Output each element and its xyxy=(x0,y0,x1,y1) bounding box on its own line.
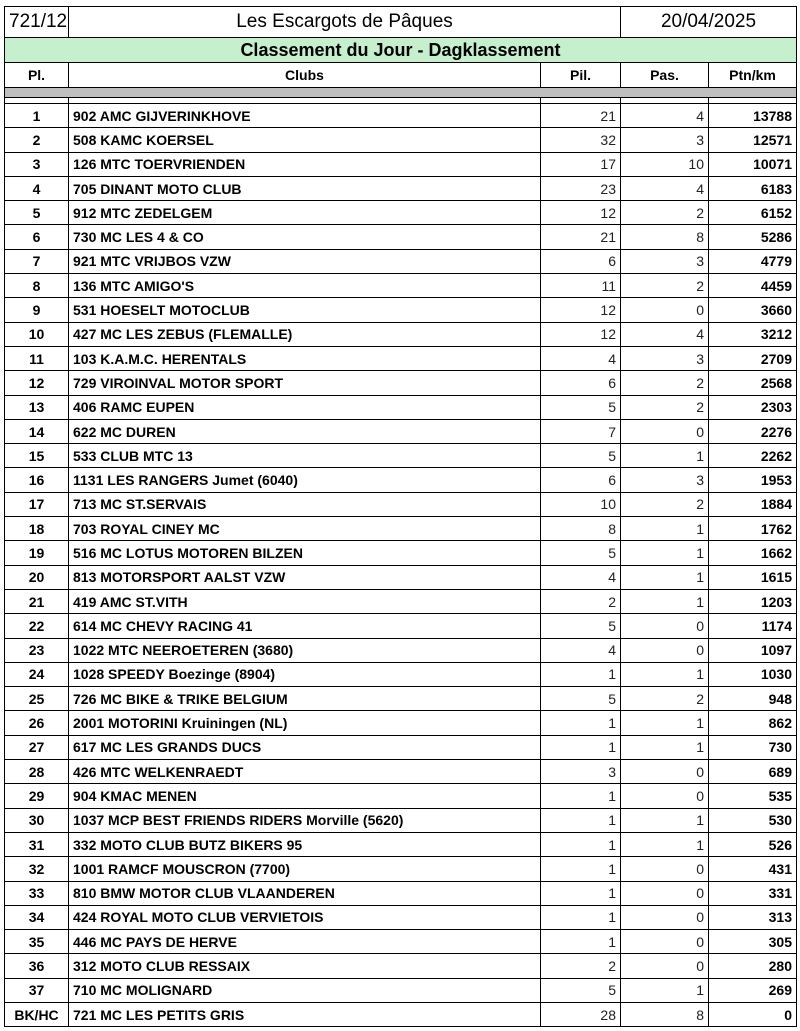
pilots-cell: 5 xyxy=(541,395,621,419)
table-row xyxy=(5,225,797,249)
passengers-cell: 0 xyxy=(621,881,709,905)
pilots-cell: 6 xyxy=(541,468,621,492)
rank-cell: 25 xyxy=(5,687,69,711)
points-cell: 530 xyxy=(709,808,797,832)
club-cell: 508 KAMC KOERSEL xyxy=(69,128,541,152)
points-cell: 6152 xyxy=(709,201,797,225)
pilots-cell: 1 xyxy=(541,905,621,929)
club-cell: 1028 SPEEDY Boezinge (8904) xyxy=(69,662,541,686)
points-cell: 2262 xyxy=(709,444,797,468)
table-row xyxy=(5,687,797,711)
col-header-points: Ptn/km xyxy=(709,63,797,88)
points-cell: 1662 xyxy=(709,541,797,565)
passengers-cell: 2 xyxy=(621,201,709,225)
rank-cell: 33 xyxy=(5,881,69,905)
rank-cell: 13 xyxy=(5,395,69,419)
pilots-cell: 3 xyxy=(541,760,621,784)
event-date: 20/04/2025 xyxy=(621,7,797,38)
title-row xyxy=(5,38,797,63)
passengers-cell: 4 xyxy=(621,176,709,200)
passengers-cell: 2 xyxy=(621,274,709,298)
table-row xyxy=(5,104,797,128)
event-name: Les Escargots de Pâques xyxy=(69,7,621,38)
club-cell: 531 HOESELT MOTOCLUB xyxy=(69,298,541,322)
club-cell: 1022 MTC NEEROETEREN (3680) xyxy=(69,638,541,662)
points-cell: 1030 xyxy=(709,662,797,686)
rank-cell: 23 xyxy=(5,638,69,662)
rank-cell: 1 xyxy=(5,104,69,128)
pilots-cell: 1 xyxy=(541,784,621,808)
rank-cell: 5 xyxy=(5,201,69,225)
table-row xyxy=(5,978,797,1002)
table-row xyxy=(5,662,797,686)
rank-cell: 2 xyxy=(5,128,69,152)
rank-cell: 18 xyxy=(5,517,69,541)
pilots-cell: 12 xyxy=(541,322,621,346)
table-row xyxy=(5,614,797,638)
rank-cell: 8 xyxy=(5,274,69,298)
table-row xyxy=(5,857,797,881)
club-cell: 1001 RAMCF MOUSCRON (7700) xyxy=(69,857,541,881)
col-header-rank: Pl. xyxy=(5,63,69,88)
passengers-cell: 3 xyxy=(621,128,709,152)
club-cell: 1037 MCP BEST FRIENDS RIDERS Morville (5620) xyxy=(69,808,541,832)
passengers-cell: 1 xyxy=(621,735,709,759)
rank-cell: 6 xyxy=(5,225,69,249)
passengers-cell: 0 xyxy=(621,954,709,978)
club-cell: 614 MC CHEVY RACING 41 xyxy=(69,614,541,638)
pilots-cell: 4 xyxy=(541,565,621,589)
rank-cell: 9 xyxy=(5,298,69,322)
rank-cell: 31 xyxy=(5,832,69,856)
table-row xyxy=(5,371,797,395)
rank-cell: 27 xyxy=(5,735,69,759)
passengers-cell: 0 xyxy=(621,857,709,881)
passengers-cell: 8 xyxy=(621,1002,709,1026)
passengers-cell: 4 xyxy=(621,104,709,128)
pilots-cell: 1 xyxy=(541,808,621,832)
table-row xyxy=(5,201,797,225)
club-cell: 126 MTC TOERVRIENDEN xyxy=(69,152,541,176)
pilots-cell: 1 xyxy=(541,930,621,954)
points-cell: 1762 xyxy=(709,517,797,541)
rank-cell: 29 xyxy=(5,784,69,808)
passengers-cell: 1 xyxy=(621,541,709,565)
rank-cell: 19 xyxy=(5,541,69,565)
club-cell: 710 MC MOLIGNARD xyxy=(69,978,541,1002)
club-cell: 426 MTC WELKENRAEDT xyxy=(69,760,541,784)
club-cell: 810 BMW MOTOR CLUB VLAANDEREN xyxy=(69,881,541,905)
points-cell: 12571 xyxy=(709,128,797,152)
club-cell: 921 MTC VRIJBOS VZW xyxy=(69,249,541,273)
club-cell: 730 MC LES 4 & CO xyxy=(69,225,541,249)
club-cell: 729 VIROINVAL MOTOR SPORT xyxy=(69,371,541,395)
rank-cell: 24 xyxy=(5,662,69,686)
rank-cell: 15 xyxy=(5,444,69,468)
club-cell: 904 KMAC MENEN xyxy=(69,784,541,808)
pilots-cell: 28 xyxy=(541,1002,621,1026)
points-cell: 526 xyxy=(709,832,797,856)
rank-cell: 26 xyxy=(5,711,69,735)
table-row xyxy=(5,1002,797,1026)
points-cell: 4779 xyxy=(709,249,797,273)
points-cell: 3660 xyxy=(709,298,797,322)
pilots-cell: 4 xyxy=(541,638,621,662)
points-cell: 280 xyxy=(709,954,797,978)
points-cell: 6183 xyxy=(709,176,797,200)
pilots-cell: 5 xyxy=(541,541,621,565)
points-cell: 305 xyxy=(709,930,797,954)
table-row xyxy=(5,128,797,152)
pilots-cell: 12 xyxy=(541,201,621,225)
points-cell: 331 xyxy=(709,881,797,905)
points-cell: 948 xyxy=(709,687,797,711)
passengers-cell: 3 xyxy=(621,468,709,492)
points-cell: 535 xyxy=(709,784,797,808)
pilots-cell: 5 xyxy=(541,978,621,1002)
passengers-cell: 0 xyxy=(621,298,709,322)
rank-cell: 11 xyxy=(5,346,69,370)
table-row xyxy=(5,881,797,905)
pilots-cell: 1 xyxy=(541,857,621,881)
passengers-cell: 0 xyxy=(621,419,709,443)
club-cell: 813 MOTORSPORT AALST VZW xyxy=(69,565,541,589)
rank-cell: 32 xyxy=(5,857,69,881)
table-row xyxy=(5,395,797,419)
passengers-cell: 0 xyxy=(621,784,709,808)
points-cell: 2303 xyxy=(709,395,797,419)
table-row xyxy=(5,711,797,735)
club-cell: 533 CLUB MTC 13 xyxy=(69,444,541,468)
points-cell: 1615 xyxy=(709,565,797,589)
passengers-cell: 8 xyxy=(621,225,709,249)
club-cell: 446 MC PAYS DE HERVE xyxy=(69,930,541,954)
club-cell: 2001 MOTORINI Kruiningen (NL) xyxy=(69,711,541,735)
club-cell: 103 K.A.M.C. HERENTALS xyxy=(69,346,541,370)
passengers-cell: 1 xyxy=(621,565,709,589)
col-header-club: Clubs xyxy=(69,63,541,88)
table-row xyxy=(5,152,797,176)
rank-cell: 30 xyxy=(5,808,69,832)
pilots-cell: 10 xyxy=(541,492,621,516)
passengers-cell: 2 xyxy=(621,371,709,395)
table-row xyxy=(5,176,797,200)
pilots-cell: 1 xyxy=(541,662,621,686)
grey-band xyxy=(5,88,797,98)
rank-cell: 14 xyxy=(5,419,69,443)
column-header-row xyxy=(5,63,797,88)
passengers-cell: 0 xyxy=(621,905,709,929)
club-cell: 406 RAMC EUPEN xyxy=(69,395,541,419)
club-cell: 902 AMC GIJVERINKHOVE xyxy=(69,104,541,128)
rank-cell: 17 xyxy=(5,492,69,516)
club-cell: 721 MC LES PETITS GRIS xyxy=(69,1002,541,1026)
pilots-cell: 32 xyxy=(541,128,621,152)
pilots-cell: 11 xyxy=(541,274,621,298)
pilots-cell: 6 xyxy=(541,249,621,273)
club-cell: 912 MTC ZEDELGEM xyxy=(69,201,541,225)
passengers-cell: 2 xyxy=(621,492,709,516)
club-cell: 516 MC LOTUS MOTOREN BILZEN xyxy=(69,541,541,565)
passengers-cell: 0 xyxy=(621,614,709,638)
club-cell: 136 MTC AMIGO'S xyxy=(69,274,541,298)
passengers-cell: 0 xyxy=(621,638,709,662)
club-cell: 622 MC DUREN xyxy=(69,419,541,443)
table-row xyxy=(5,930,797,954)
pilots-cell: 8 xyxy=(541,517,621,541)
pilots-cell: 7 xyxy=(541,419,621,443)
club-cell: 332 MOTO CLUB BUTZ BIKERS 95 xyxy=(69,832,541,856)
table-row xyxy=(5,565,797,589)
table-row xyxy=(5,905,797,929)
ranking-sheet xyxy=(4,6,796,1027)
event-id: 721/12 xyxy=(5,7,69,38)
table-row xyxy=(5,832,797,856)
points-cell: 1203 xyxy=(709,589,797,613)
rank-cell: 16 xyxy=(5,468,69,492)
pilots-cell: 5 xyxy=(541,687,621,711)
rank-cell: 36 xyxy=(5,954,69,978)
ranking-rows xyxy=(5,104,797,1027)
pilots-cell: 21 xyxy=(541,225,621,249)
table-row xyxy=(5,760,797,784)
points-cell: 10071 xyxy=(709,152,797,176)
passengers-cell: 1 xyxy=(621,589,709,613)
table-row xyxy=(5,468,797,492)
pilots-cell: 21 xyxy=(541,104,621,128)
rank-cell: 34 xyxy=(5,905,69,929)
passengers-cell: 0 xyxy=(621,760,709,784)
pilots-cell: 1 xyxy=(541,881,621,905)
passengers-cell: 1 xyxy=(621,444,709,468)
club-cell: 424 ROYAL MOTO CLUB VERVIETOIS xyxy=(69,905,541,929)
club-cell: 312 MOTO CLUB RESSAIX xyxy=(69,954,541,978)
pilots-cell: 2 xyxy=(541,589,621,613)
pilots-cell: 5 xyxy=(541,614,621,638)
points-cell: 1953 xyxy=(709,468,797,492)
grey-separator xyxy=(5,88,797,98)
table-row xyxy=(5,346,797,370)
table-row xyxy=(5,735,797,759)
table-row xyxy=(5,419,797,443)
points-cell: 2276 xyxy=(709,419,797,443)
club-cell: 427 MC LES ZEBUS (FLEMALLE) xyxy=(69,322,541,346)
points-cell: 2709 xyxy=(709,346,797,370)
club-cell: 713 MC ST.SERVAIS xyxy=(69,492,541,516)
pilots-cell: 17 xyxy=(541,152,621,176)
table-row xyxy=(5,638,797,662)
club-cell: 726 MC BIKE & TRIKE BELGIUM xyxy=(69,687,541,711)
rank-cell: 4 xyxy=(5,176,69,200)
passengers-cell: 10 xyxy=(621,152,709,176)
passengers-cell: 1 xyxy=(621,711,709,735)
col-header-pilots: Pil. xyxy=(541,63,621,88)
ranking-title: Classement du Jour - Dagklassement xyxy=(5,38,797,63)
club-cell: 703 ROYAL CINEY MC xyxy=(69,517,541,541)
pilots-cell: 1 xyxy=(541,735,621,759)
table-row xyxy=(5,298,797,322)
club-cell: 617 MC LES GRANDS DUCS xyxy=(69,735,541,759)
passengers-cell: 4 xyxy=(621,322,709,346)
pilots-cell: 1 xyxy=(541,832,621,856)
points-cell: 2568 xyxy=(709,371,797,395)
points-cell: 313 xyxy=(709,905,797,929)
passengers-cell: 3 xyxy=(621,346,709,370)
table-row xyxy=(5,444,797,468)
passengers-cell: 1 xyxy=(621,832,709,856)
table-row xyxy=(5,541,797,565)
points-cell: 730 xyxy=(709,735,797,759)
club-cell: 705 DINANT MOTO CLUB xyxy=(69,176,541,200)
passengers-cell: 1 xyxy=(621,978,709,1002)
pilots-cell: 4 xyxy=(541,346,621,370)
passengers-cell: 2 xyxy=(621,395,709,419)
rank-cell: 37 xyxy=(5,978,69,1002)
rank-cell: 35 xyxy=(5,930,69,954)
rank-cell: 3 xyxy=(5,152,69,176)
rank-cell: 10 xyxy=(5,322,69,346)
col-header-passengers: Pas. xyxy=(621,63,709,88)
ranking-table xyxy=(4,6,797,1027)
rank-cell: 22 xyxy=(5,614,69,638)
rank-cell: 12 xyxy=(5,371,69,395)
points-cell: 689 xyxy=(709,760,797,784)
event-header-row xyxy=(5,7,797,38)
pilots-cell: 23 xyxy=(541,176,621,200)
points-cell: 5286 xyxy=(709,225,797,249)
pilots-cell: 12 xyxy=(541,298,621,322)
table-row xyxy=(5,954,797,978)
table-row xyxy=(5,322,797,346)
pilots-cell: 6 xyxy=(541,371,621,395)
table-row xyxy=(5,589,797,613)
pilots-cell: 2 xyxy=(541,954,621,978)
points-cell: 13788 xyxy=(709,104,797,128)
passengers-cell: 3 xyxy=(621,249,709,273)
points-cell: 862 xyxy=(709,711,797,735)
pilots-cell: 5 xyxy=(541,444,621,468)
passengers-cell: 0 xyxy=(621,930,709,954)
rank-cell: 7 xyxy=(5,249,69,273)
passengers-cell: 2 xyxy=(621,687,709,711)
club-cell: 419 AMC ST.VITH xyxy=(69,589,541,613)
points-cell: 0 xyxy=(709,1002,797,1026)
points-cell: 3212 xyxy=(709,322,797,346)
points-cell: 1884 xyxy=(709,492,797,516)
points-cell: 1097 xyxy=(709,638,797,662)
passengers-cell: 1 xyxy=(621,517,709,541)
rank-cell: 28 xyxy=(5,760,69,784)
table-row xyxy=(5,492,797,516)
pilots-cell: 1 xyxy=(541,711,621,735)
table-row xyxy=(5,274,797,298)
table-row xyxy=(5,808,797,832)
club-cell: 1131 LES RANGERS Jumet (6040) xyxy=(69,468,541,492)
rank-cell: 20 xyxy=(5,565,69,589)
table-row xyxy=(5,249,797,273)
table-row xyxy=(5,517,797,541)
rank-cell: 21 xyxy=(5,589,69,613)
points-cell: 1174 xyxy=(709,614,797,638)
table-row xyxy=(5,784,797,808)
points-cell: 431 xyxy=(709,857,797,881)
passengers-cell: 1 xyxy=(621,808,709,832)
rank-cell: BK/HC xyxy=(5,1002,69,1026)
points-cell: 4459 xyxy=(709,274,797,298)
points-cell: 269 xyxy=(709,978,797,1002)
passengers-cell: 1 xyxy=(621,662,709,686)
